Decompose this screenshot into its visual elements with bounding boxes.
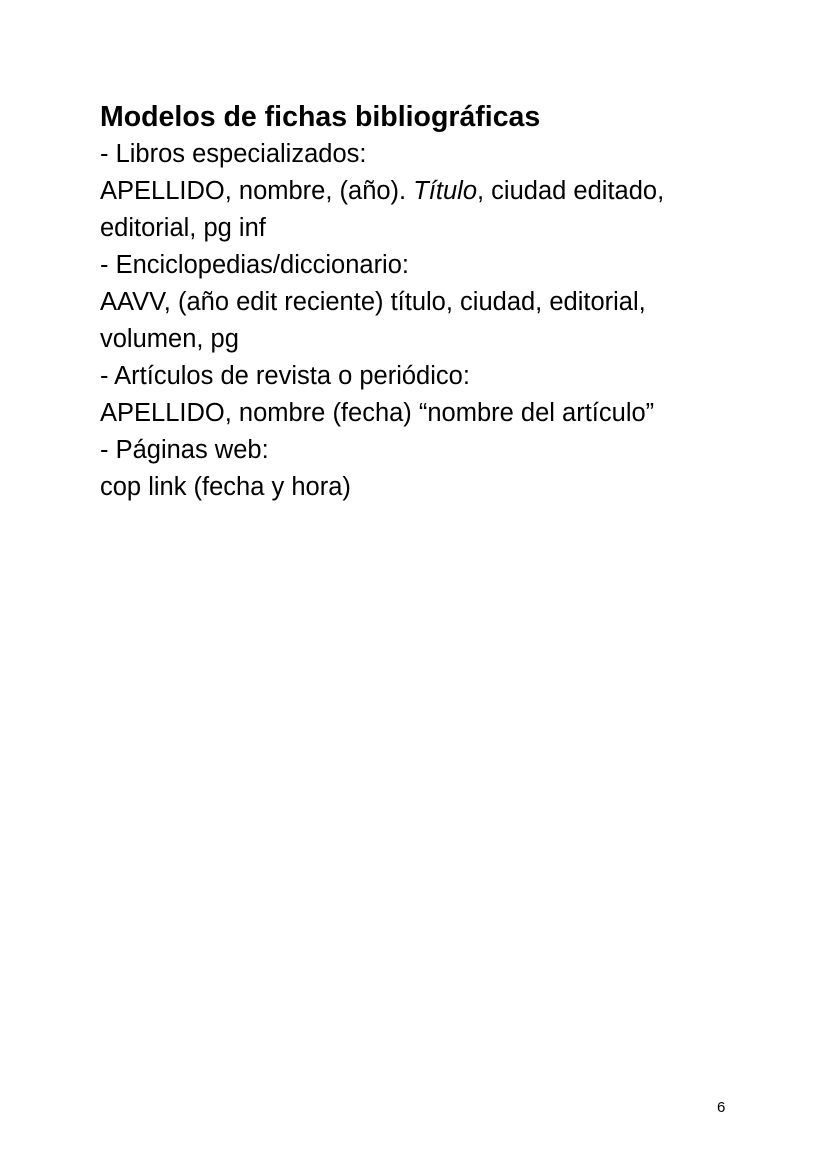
entry-format-articulos: APELLIDO, nombre (fecha) “nombre del artículo” (100, 399, 655, 427)
entry-format-libros-cont: editorial, pg inf (100, 214, 266, 242)
entry-heading-articulos: - Artículos de revista o periódico: (100, 362, 470, 390)
entry-format-paginas-web: cop link (fecha y hora) (100, 473, 351, 501)
entry-heading-enciclopedias: - Enciclopedias/diccionario: (100, 251, 409, 279)
format-italic-title: Título (413, 177, 478, 205)
page-title: Modelos de fichas bibliográficas (100, 101, 541, 133)
format-text: , ciudad editado, (477, 177, 665, 205)
entry-format-libros (100, 173, 740, 210)
entry-format-enciclopedias: AAVV, (año edit reciente) título, ciudad, editorial, (100, 288, 646, 316)
entry-heading-libros: - Libros especializados: (100, 140, 367, 168)
page-content (100, 99, 740, 506)
page-number: 6 (717, 1099, 726, 1116)
entry-heading-paginas-web: - Páginas web: (100, 436, 269, 464)
entry-format-enciclopedias-cont: volumen, pg (100, 325, 239, 353)
format-text: APELLIDO, nombre, (año). (100, 177, 414, 205)
